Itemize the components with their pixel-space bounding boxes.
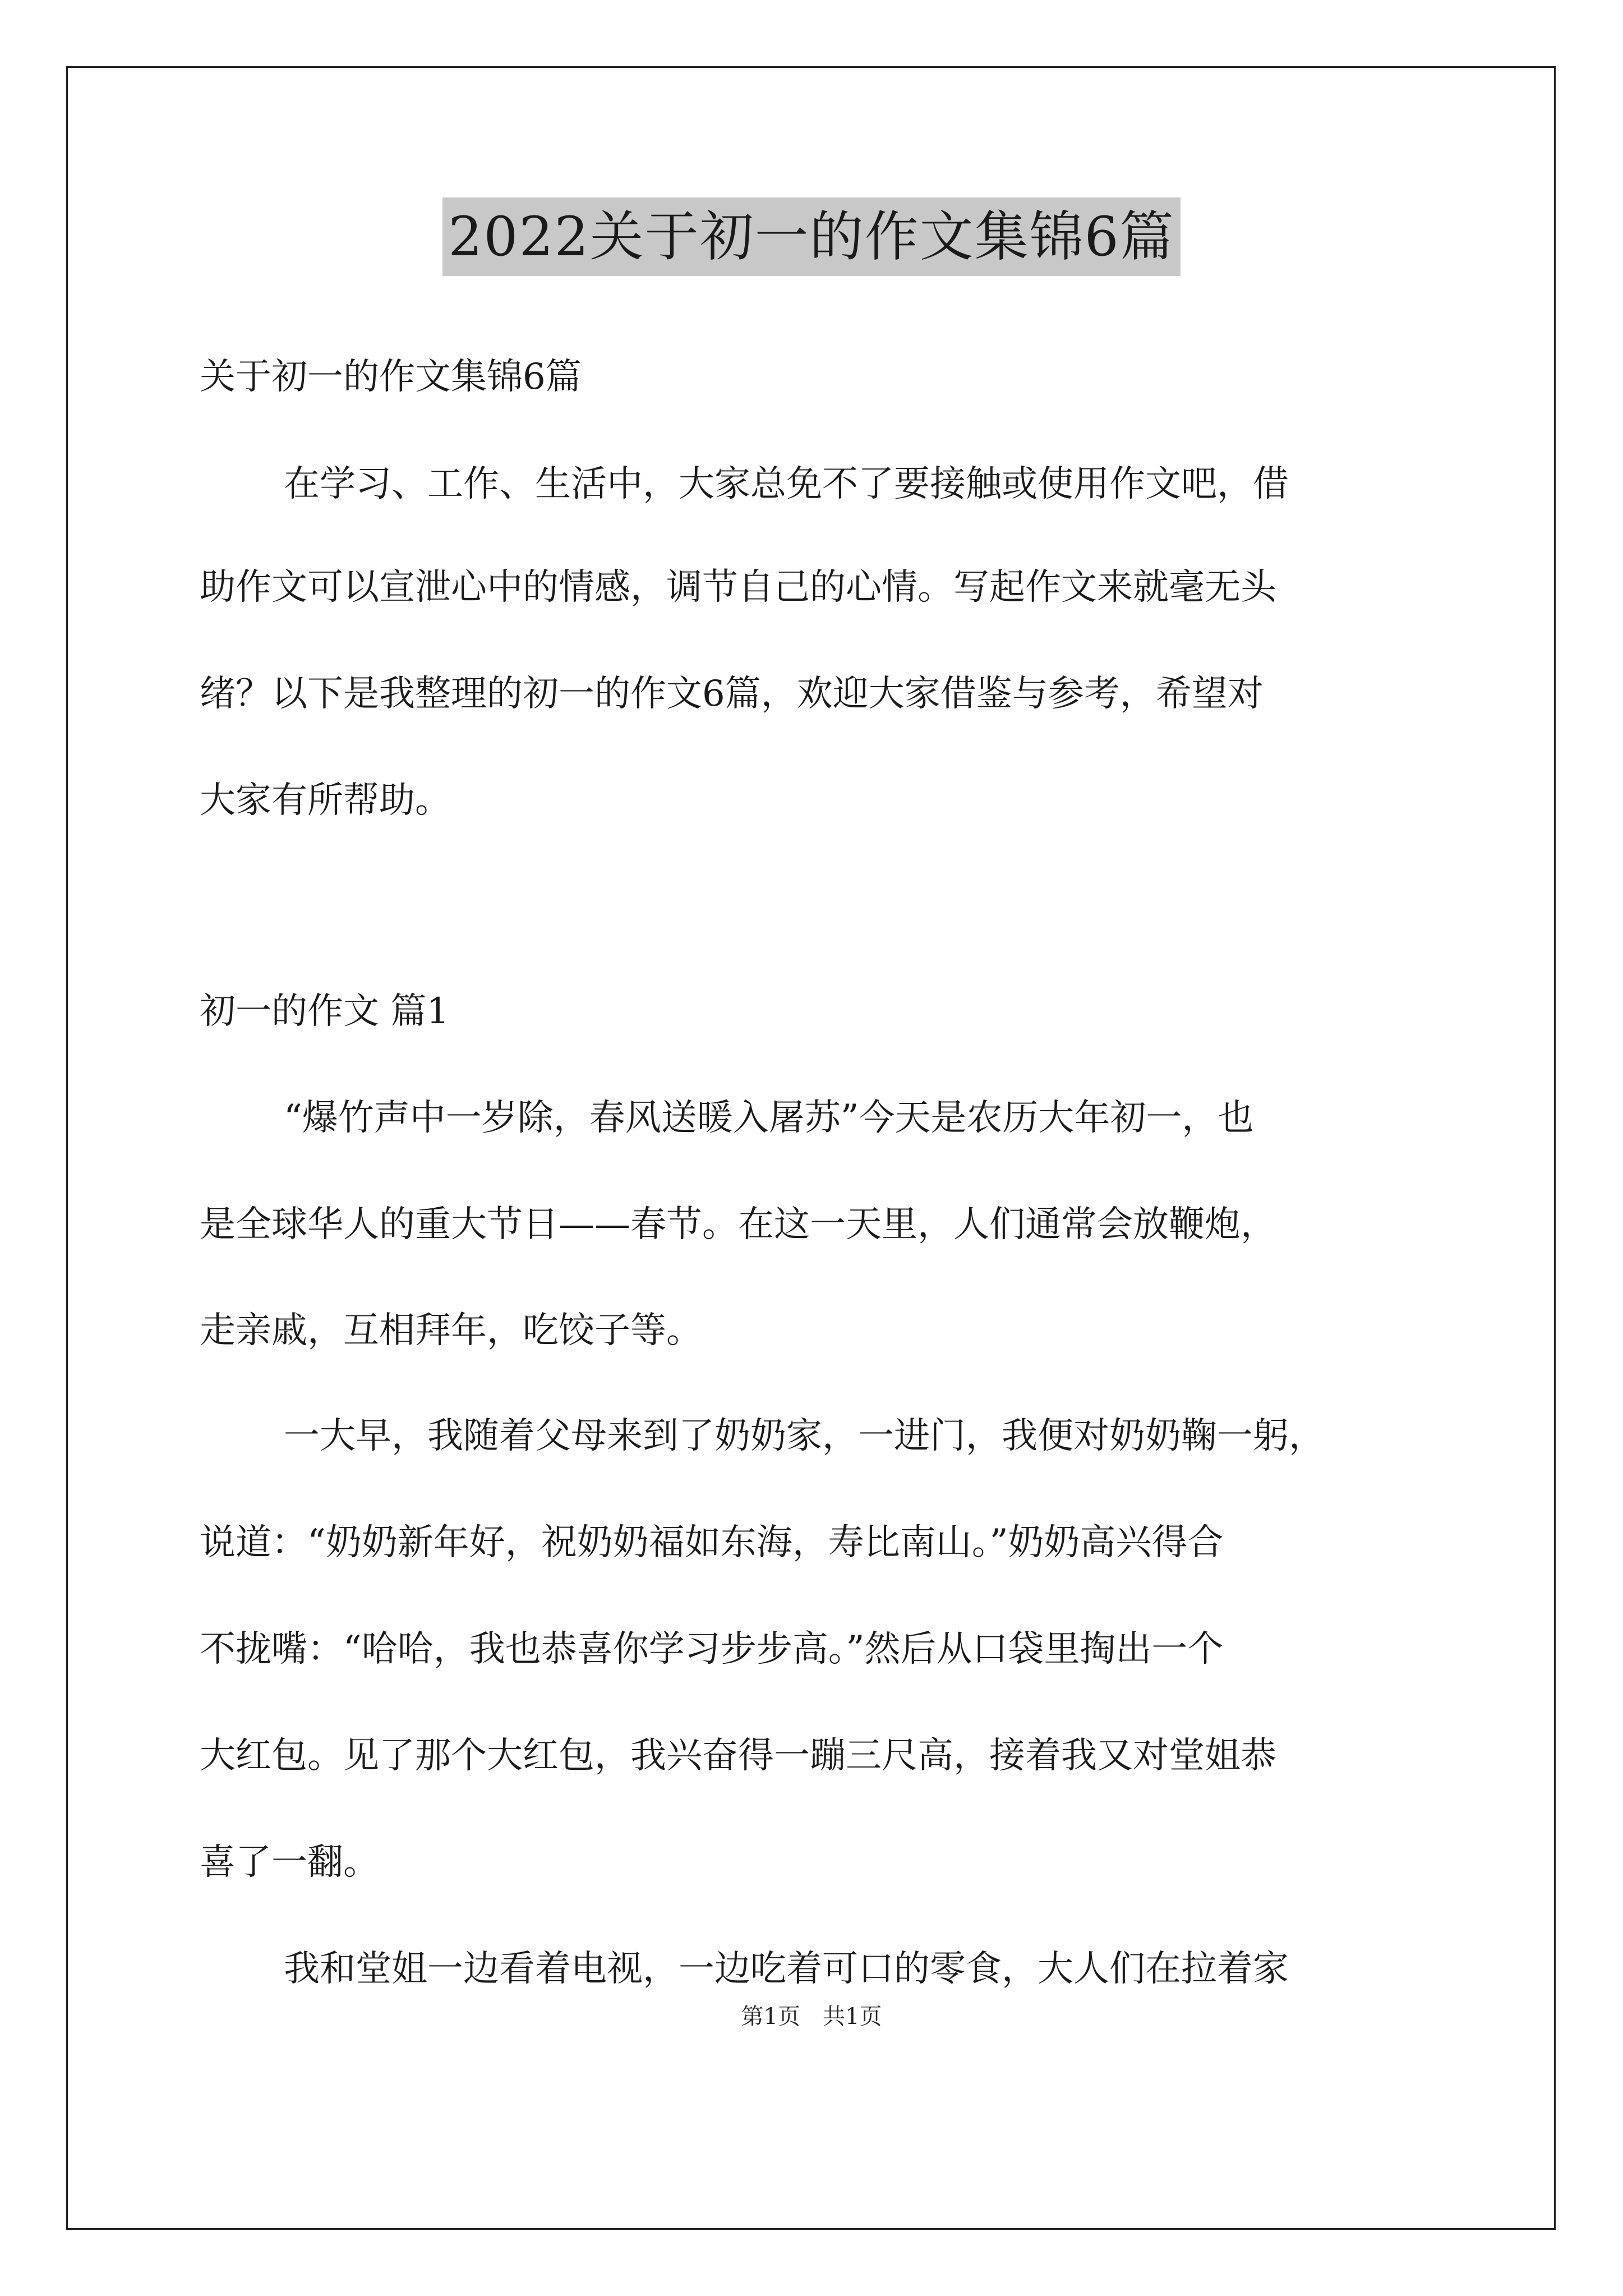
paragraph-2-line-1: 一大早，我随着父母来到了奶奶家，一进门，我便对奶奶鞠一躬， (284, 1415, 1325, 1457)
paragraph-2-line-2: 说道：“奶奶新年好，祝奶奶福如东海，寿比南山。”奶奶高兴得合 (200, 1522, 1224, 1563)
intro-line-1: 在学习、工作、生活中，大家总免不了要接触或使用作文吧，借 (284, 463, 1289, 505)
paragraph-2-line-4: 大红包。见了那个大红包，我兴奋得一蹦三尺高，接着我又对堂姐恭 (200, 1735, 1276, 1777)
paragraph-1-line-3: 走亲戚，互相拜年，吃饺子等。 (200, 1310, 702, 1351)
intro-line-2: 助作文可以宣泄心中的情感，调节自己的心情。写起作文来就毫无头 (200, 567, 1276, 608)
title-container (0, 197, 1623, 276)
paragraph-3-line-1: 我和堂姐一边看着电视，一边吃着可口的零食，大人们在拉着家 (284, 1948, 1289, 1990)
page-footer: 第1页 共1页 (741, 2004, 882, 2030)
intro-line-3: 绪？以下是我整理的初一的作文6篇，欢迎大家借鉴与参考，希望对 (200, 673, 1264, 715)
paragraph-2-line-3: 不拢嘴：“哈哈，我也恭喜你学习步步高。”然后从口袋里掏出一个 (200, 1628, 1224, 1670)
paragraph-1-line-1: “爆竹声中一岁除，春风送暖入屠苏”今天是农历大年初一，也 (284, 1097, 1254, 1139)
section-heading: 初一的作文 篇1 (200, 991, 450, 1032)
subtitle: 关于初一的作文集锦6篇 (200, 356, 582, 398)
paragraph-1-line-2: 是全球华人的重大节日——春节。在这一天里，人们通常会放鞭炮， (200, 1204, 1276, 1245)
paragraph-2-line-5: 喜了一翻。 (200, 1842, 379, 1883)
document-title: 2022关于初一的作文集锦6篇 (442, 197, 1180, 276)
intro-line-4: 大家有所帮助。 (200, 780, 451, 821)
